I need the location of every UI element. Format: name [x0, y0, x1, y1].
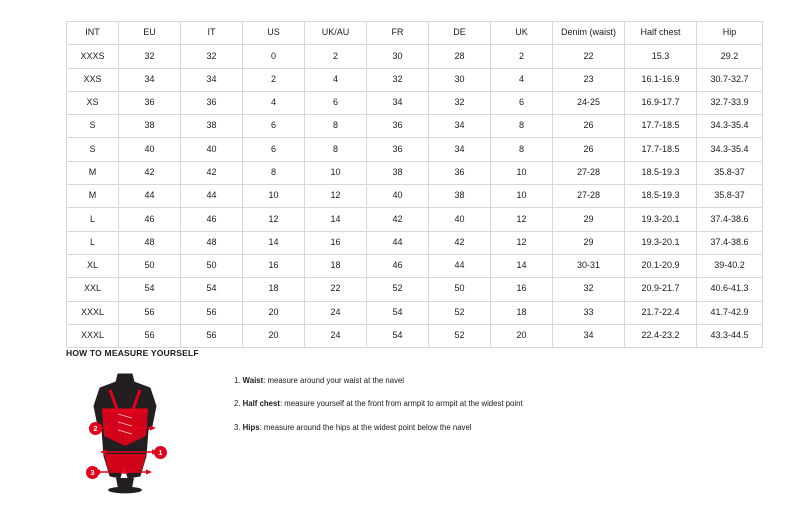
table-row — [67, 185, 763, 208]
cell-denim-waist: 26 — [553, 115, 625, 138]
cell-uk-au: 18 — [305, 254, 367, 277]
cell-uk-au: 6 — [305, 91, 367, 114]
cell-us: 6 — [243, 138, 305, 161]
instruction-text-waist: : measure around your waist at the navel — [263, 376, 405, 385]
cell-uk: 16 — [491, 278, 553, 301]
cell-eu: 56 — [119, 301, 181, 324]
cell-eu: 46 — [119, 208, 181, 231]
column-header-half-chest: Half chest — [625, 22, 697, 45]
cell-denim-waist: 24-25 — [553, 91, 625, 114]
cell-uk: 20 — [491, 324, 553, 347]
cell-denim-waist: 29 — [553, 208, 625, 231]
cell-eu: 50 — [119, 254, 181, 277]
cell-hip: 29.2 — [697, 45, 763, 68]
cell-it: 50 — [181, 254, 243, 277]
cell-us: 20 — [243, 301, 305, 324]
cell-half-chest: 18.5-19.3 — [625, 185, 697, 208]
cell-it: 54 — [181, 278, 243, 301]
cell-eu: 54 — [119, 278, 181, 301]
cell-fr: 40 — [367, 185, 429, 208]
cell-denim-waist: 32 — [553, 278, 625, 301]
cell-uk: 2 — [491, 45, 553, 68]
measurement-figure — [66, 372, 184, 494]
cell-us: 6 — [243, 115, 305, 138]
column-header-us: US — [243, 22, 305, 45]
cell-de: 36 — [429, 161, 491, 184]
instruction-term-waist: Waist — [242, 376, 264, 385]
cell-de: 30 — [429, 68, 491, 91]
cell-hip: 40.6-41.3 — [697, 278, 763, 301]
cell-int: XL — [67, 254, 119, 277]
cell-eu: 40 — [119, 138, 181, 161]
cell-fr: 44 — [367, 231, 429, 254]
table-header-row — [67, 22, 763, 45]
cell-denim-waist: 29 — [553, 231, 625, 254]
cell-de: 34 — [429, 138, 491, 161]
table-row — [67, 45, 763, 68]
cell-it: 36 — [181, 91, 243, 114]
cell-uk-au: 12 — [305, 185, 367, 208]
cell-eu: 56 — [119, 324, 181, 347]
cell-it: 56 — [181, 324, 243, 347]
cell-de: 38 — [429, 185, 491, 208]
how-to-measure-title: HOW TO MEASURE YOURSELF — [66, 348, 199, 358]
cell-us: 12 — [243, 208, 305, 231]
cell-hip: 43.3-44.5 — [697, 324, 763, 347]
cell-hip: 32.7-33.9 — [697, 91, 763, 114]
mannequin-illustration — [66, 372, 184, 494]
cell-fr: 30 — [367, 45, 429, 68]
cell-int: XS — [67, 91, 119, 114]
cell-int: M — [67, 161, 119, 184]
measurement-instruction-hips — [234, 423, 523, 432]
cell-uk-au: 8 — [305, 115, 367, 138]
cell-eu: 44 — [119, 185, 181, 208]
cell-int: L — [67, 208, 119, 231]
cell-fr: 52 — [367, 278, 429, 301]
instruction-text-half-chest: : measure yourself at the front from armpit to armpit at the widest point — [279, 399, 523, 409]
cell-us: 0 — [243, 45, 305, 68]
cell-eu: 34 — [119, 68, 181, 91]
cell-int: XXS — [67, 68, 119, 91]
figure-marker-2: 2 — [89, 422, 102, 435]
measurement-instruction-half-chest — [234, 399, 523, 408]
cell-it: 48 — [181, 231, 243, 254]
cell-us: 10 — [243, 185, 305, 208]
cell-denim-waist: 27-28 — [553, 161, 625, 184]
cell-it: 44 — [181, 185, 243, 208]
cell-uk: 10 — [491, 161, 553, 184]
cell-half-chest: 17.7-18.5 — [625, 138, 697, 161]
figure-marker-1: 1 — [154, 446, 167, 459]
cell-fr: 36 — [367, 138, 429, 161]
cell-denim-waist: 33 — [553, 301, 625, 324]
table-row — [67, 324, 763, 347]
column-header-uk: UK — [491, 22, 553, 45]
cell-denim-waist: 30-31 — [553, 254, 625, 277]
column-header-hip: Hip — [697, 22, 763, 45]
cell-it: 42 — [181, 161, 243, 184]
cell-hip: 41.7-42.9 — [697, 301, 763, 324]
cell-int: S — [67, 138, 119, 161]
how-to-measure-body — [66, 372, 732, 494]
cell-denim-waist: 22 — [553, 45, 625, 68]
cell-hip: 34.3-35.4 — [697, 115, 763, 138]
cell-hip: 34.3-35.4 — [697, 138, 763, 161]
cell-uk-au: 10 — [305, 161, 367, 184]
cell-it: 40 — [181, 138, 243, 161]
cell-half-chest: 19.3-20.1 — [625, 231, 697, 254]
cell-it: 38 — [181, 115, 243, 138]
cell-denim-waist: 23 — [553, 68, 625, 91]
cell-de: 34 — [429, 115, 491, 138]
cell-it: 32 — [181, 45, 243, 68]
table-row — [67, 301, 763, 324]
cell-half-chest: 17.7-18.5 — [625, 115, 697, 138]
table-row — [67, 138, 763, 161]
table-row — [67, 254, 763, 277]
column-header-uk-au: UK/AU — [305, 22, 367, 45]
cell-half-chest: 22.4-23.2 — [625, 324, 697, 347]
cell-uk-au: 8 — [305, 138, 367, 161]
figure-marker-3: 3 — [86, 466, 99, 479]
cell-uk-au: 14 — [305, 208, 367, 231]
cell-uk-au: 2 — [305, 45, 367, 68]
cell-eu: 32 — [119, 45, 181, 68]
cell-fr: 34 — [367, 91, 429, 114]
column-header-int: INT — [67, 22, 119, 45]
cell-hip: 35.8-37 — [697, 185, 763, 208]
table-row — [67, 68, 763, 91]
cell-fr: 46 — [367, 254, 429, 277]
instruction-term-half-chest: Half chest — [242, 399, 280, 409]
instruction-number-1: 1. — [234, 376, 243, 385]
column-header-fr: FR — [367, 22, 429, 45]
size-chart-container — [66, 21, 749, 348]
column-header-denim-waist: Denim (waist) — [553, 22, 625, 45]
cell-eu: 42 — [119, 161, 181, 184]
cell-it: 46 — [181, 208, 243, 231]
cell-denim-waist: 26 — [553, 138, 625, 161]
cell-it: 56 — [181, 301, 243, 324]
instruction-number-3: 3. — [234, 422, 243, 432]
cell-fr: 54 — [367, 324, 429, 347]
cell-uk: 18 — [491, 301, 553, 324]
cell-uk: 10 — [491, 185, 553, 208]
cell-half-chest: 20.9-21.7 — [625, 278, 697, 301]
column-header-it: IT — [181, 22, 243, 45]
cell-fr: 42 — [367, 208, 429, 231]
table-row — [67, 231, 763, 254]
table-row — [67, 91, 763, 114]
column-header-de: DE — [429, 22, 491, 45]
cell-us: 8 — [243, 161, 305, 184]
cell-de: 42 — [429, 231, 491, 254]
instruction-number-2: 2. — [234, 399, 243, 409]
cell-uk: 12 — [491, 208, 553, 231]
cell-half-chest: 18.5-19.3 — [625, 161, 697, 184]
instruction-text-hips: : measure around the hips at the widest point below the navel — [259, 422, 472, 432]
cell-hip: 39-40.2 — [697, 254, 763, 277]
cell-eu: 38 — [119, 115, 181, 138]
cell-de: 52 — [429, 301, 491, 324]
cell-int: XXXS — [67, 45, 119, 68]
cell-half-chest: 19.3-20.1 — [625, 208, 697, 231]
cell-uk: 14 — [491, 254, 553, 277]
cell-us: 4 — [243, 91, 305, 114]
cell-eu: 48 — [119, 231, 181, 254]
cell-it: 34 — [181, 68, 243, 91]
cell-hip: 37.4-38.6 — [697, 208, 763, 231]
cell-de: 44 — [429, 254, 491, 277]
cell-us: 18 — [243, 278, 305, 301]
cell-fr: 38 — [367, 161, 429, 184]
cell-us: 16 — [243, 254, 305, 277]
cell-us: 20 — [243, 324, 305, 347]
table-row — [67, 208, 763, 231]
table-row — [67, 161, 763, 184]
cell-us: 14 — [243, 231, 305, 254]
cell-half-chest: 20.1-20.9 — [625, 254, 697, 277]
cell-uk-au: 16 — [305, 231, 367, 254]
table-row — [67, 278, 763, 301]
how-to-measure-section — [66, 348, 732, 494]
cell-uk-au: 22 — [305, 278, 367, 301]
cell-de: 50 — [429, 278, 491, 301]
cell-int: XXL — [67, 278, 119, 301]
cell-hip: 30.7-32.7 — [697, 68, 763, 91]
cell-int: L — [67, 231, 119, 254]
cell-hip: 37.4-38.6 — [697, 231, 763, 254]
cell-fr: 54 — [367, 301, 429, 324]
cell-de: 40 — [429, 208, 491, 231]
cell-uk: 8 — [491, 115, 553, 138]
cell-half-chest: 15.3 — [625, 45, 697, 68]
cell-int: M — [67, 185, 119, 208]
instruction-term-hips: Hips — [242, 422, 260, 432]
cell-int: S — [67, 115, 119, 138]
cell-uk: 8 — [491, 138, 553, 161]
cell-uk: 4 — [491, 68, 553, 91]
measurement-instructions-list — [234, 372, 523, 446]
cell-de: 52 — [429, 324, 491, 347]
cell-uk-au: 4 — [305, 68, 367, 91]
cell-de: 32 — [429, 91, 491, 114]
size-chart-table — [66, 21, 763, 348]
cell-fr: 32 — [367, 68, 429, 91]
cell-int: XXXL — [67, 324, 119, 347]
cell-uk-au: 24 — [305, 324, 367, 347]
table-row — [67, 115, 763, 138]
cell-uk: 12 — [491, 231, 553, 254]
cell-eu: 36 — [119, 91, 181, 114]
cell-denim-waist: 34 — [553, 324, 625, 347]
cell-half-chest: 16.1-16.9 — [625, 68, 697, 91]
cell-uk: 6 — [491, 91, 553, 114]
measurement-instruction-waist — [234, 376, 523, 385]
cell-fr: 36 — [367, 115, 429, 138]
cell-us: 2 — [243, 68, 305, 91]
cell-int: XXXL — [67, 301, 119, 324]
cell-uk-au: 24 — [305, 301, 367, 324]
cell-de: 28 — [429, 45, 491, 68]
table-body — [67, 45, 763, 348]
column-header-eu: EU — [119, 22, 181, 45]
cell-half-chest: 16.9-17.7 — [625, 91, 697, 114]
cell-denim-waist: 27-28 — [553, 185, 625, 208]
cell-half-chest: 21.7-22.4 — [625, 301, 697, 324]
table-header — [67, 22, 763, 45]
cell-hip: 35.8-37 — [697, 161, 763, 184]
